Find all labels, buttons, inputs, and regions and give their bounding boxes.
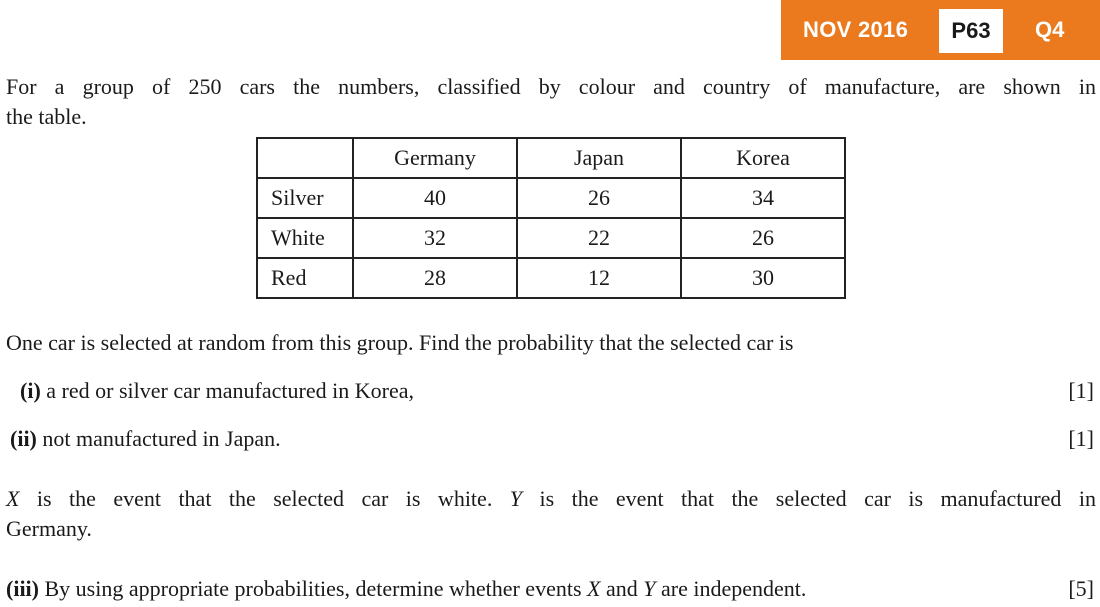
intro-line-1: For a group of 250 cars the numbers, classified by colour and country of manufacture, are shown in <box>6 74 1096 99</box>
part-iii <box>6 574 806 604</box>
part-text: not manufactured in Japan. <box>42 426 281 451</box>
table-cell: 32 <box>353 218 517 258</box>
event-x-symbol: X <box>587 576 601 601</box>
part-ii <box>10 424 281 454</box>
table-cell: 22 <box>517 218 681 258</box>
table-cell: 26 <box>517 178 681 218</box>
intro-paragraph <box>6 72 1096 132</box>
row-header: Red <box>257 258 353 298</box>
table-cell: 34 <box>681 178 845 218</box>
part-number: (i) <box>20 378 41 403</box>
question-badge <box>781 0 1100 60</box>
table-cell: 26 <box>681 218 845 258</box>
events-line-2: Germany. <box>6 516 92 541</box>
part-text-before: By using appropriate probabilities, determine whether events <box>44 576 588 601</box>
question-label: Q4 <box>1035 17 1065 42</box>
table-cell: 12 <box>517 258 681 298</box>
part-i-mark: [1] <box>1068 378 1094 403</box>
selection-prompt: One car is selected at random from this group. Find the probability that the selected car is <box>6 330 794 355</box>
table-row <box>257 178 845 218</box>
part-text-after: are independent. <box>655 576 807 601</box>
table-row <box>257 218 845 258</box>
cars-table <box>256 137 846 299</box>
part-i <box>20 376 414 406</box>
table-header-row <box>257 138 845 178</box>
column-header: Germany <box>353 138 517 178</box>
events-line-1 <box>6 484 1096 514</box>
event-x-text: is the event that the selected car is white. <box>19 486 510 511</box>
part-number: (iii) <box>6 576 39 601</box>
part-iii-mark: [5] <box>1068 576 1094 601</box>
paper-label: P63 <box>939 9 1003 53</box>
event-x-symbol: X <box>6 486 20 511</box>
table-cell: 40 <box>353 178 517 218</box>
column-header: Japan <box>517 138 681 178</box>
event-y-text: is the event that the selected car is manufactured in <box>522 486 1096 511</box>
part-number: (ii) <box>10 426 37 451</box>
table-cell: 30 <box>681 258 845 298</box>
row-header: White <box>257 218 353 258</box>
event-y-symbol: Y <box>643 576 656 601</box>
event-y-symbol: Y <box>509 486 523 511</box>
part-text: a red or silver car manufactured in Korea, <box>46 378 414 403</box>
table-cell: 28 <box>353 258 517 298</box>
part-text-mid: and <box>600 576 644 601</box>
part-ii-mark: [1] <box>1068 426 1094 451</box>
column-header: Korea <box>681 138 845 178</box>
table-corner-cell <box>257 138 353 178</box>
row-header: Silver <box>257 178 353 218</box>
table-row <box>257 258 845 298</box>
events-paragraph <box>6 484 1096 544</box>
session-label: NOV 2016 <box>803 17 909 42</box>
intro-line-2: the table. <box>6 104 87 129</box>
